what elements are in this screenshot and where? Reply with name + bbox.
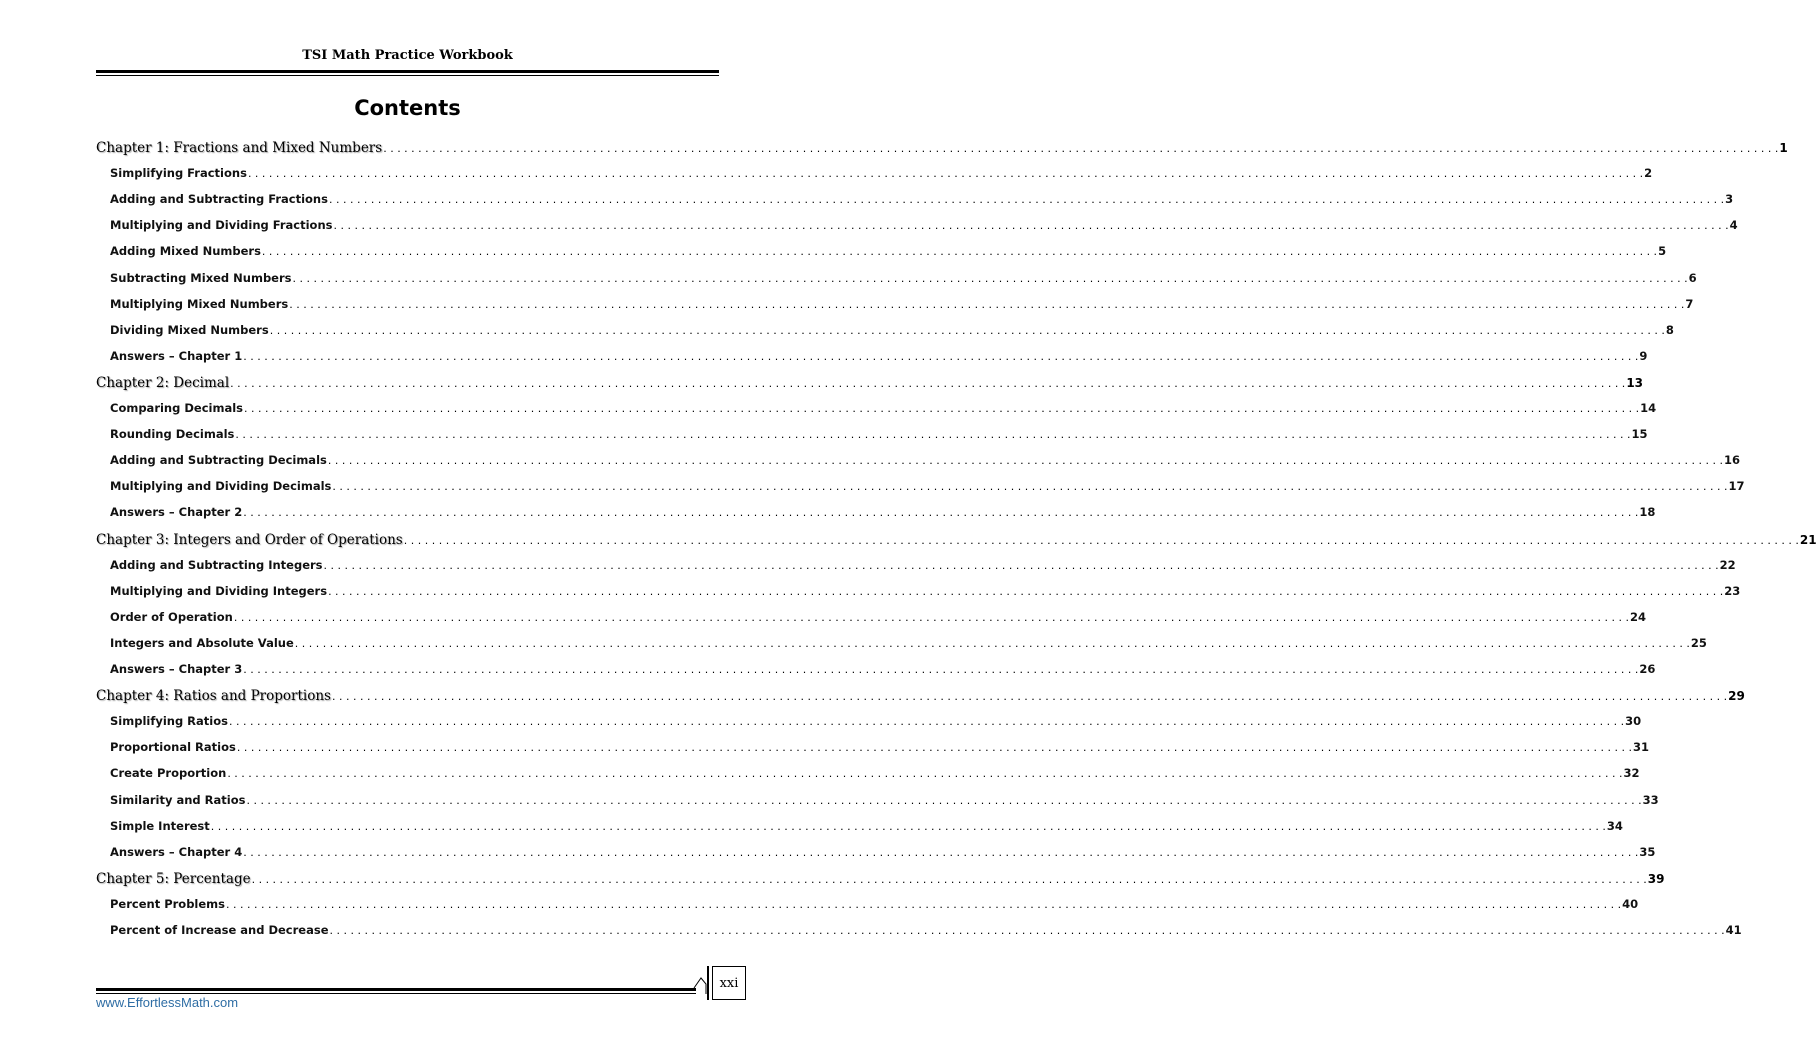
toc-chapter-entry[interactable] <box>96 374 1644 391</box>
toc-section-entry[interactable] <box>96 505 1656 520</box>
toc-dot-leader: . . . . . . . . . . . . . . . . . . . . . . . . . . . . . . . . . . . . . . . . . . . . . . . . . . . . . . . . . . . . . . . . . . . . . . . . . . . . . . . . . . . . . . . . . . . . . . . . . . . . . . . . . . . . . . . . . . . . . . . . . . . . . . . . . . . . . . . . . . . . . . . . . . . . . . . . . . . . . . . . . . . . . . . . . . . . . . . . . . . . . . . . . . . . . . . . . . . . . . . . <box>226 897 1622 911</box>
toc-entry-label: Answers – Chapter 1 <box>110 348 243 363</box>
toc-dot-leader: . . . . . . . . . . . . . . . . . . . . . . . . . . . . . . . . . . . . . . . . . . . . . . . . . . . . . . . . . . . . . . . . . . . . . . . . . . . . . . . . . . . . . . . . . . . . . . . . . . . . . . . . . . . . . . . . . . . . . . . . . . . . . . . . . . . . . . . . . . . . . . . . . . . . . . . . . . . . . . . . . . . . . . . . . . . . . . . . . . . . . . . . . . . . . . . . . . . . . . . . <box>235 428 1631 442</box>
toc-entry-label: Simplifying Ratios <box>110 714 228 729</box>
toc-entry-label: Multiplying and Dividing Decimals <box>110 479 332 494</box>
toc-entry-label: Comparing Decimals <box>110 401 243 415</box>
toc-entry-label: Order of Operation <box>110 609 233 624</box>
toc-entry-page-number: 26 <box>1639 662 1656 676</box>
toc-dot-leader: . . . . . . . . . . . . . . . . . . . . . . . . . . . . . . . . . . . . . . . . . . . . . . . . . . . . . . . . . . . . . . . . . . . . . . . . . . . . . . . . . . . . . . . . . . . . . . . . . . . . . . . . . . . . . . . . . . . . . . . . . . . . . . . . . . . . . . . . . . . . . . . . . . . . . . . . . . . . . . . . . . . . . . . . . . . . . . . . . . . . . . . . . . . . . . . . . . . . . . . . <box>289 297 1685 311</box>
toc-entry-label: Subtracting Mixed Numbers <box>110 270 292 285</box>
toc-section-entry[interactable] <box>96 766 1640 781</box>
toc-dot-leader: . . . . . . . . . . . . . . . . . . . . . . . . . . . . . . . . . . . . . . . . . . . . . . . . . . . . . . . . . . . . . . . . . . . . . . . . . . . . . . . . . . . . . . . . . . . . . . . . . . . . . . . . . . . . . . . . . . . . . . . . . . . . . . . . . . . . . . . . . . . . . . . . . . . . . . . . . . . . . . . . . . . . . . . . . . . . . . . . . . . . . . . . . . . . . . . . . . . . . . . . <box>269 323 1665 337</box>
toc-dot-leader: . . . . . . . . . . . . . . . . . . . . . . . . . . . . . . . . . . . . . . . . . . . . . . . . . . . . . . . . . . . . . . . . . . . . . . . . . . . . . . . . . . . . . . . . . . . . . . . . . . . . . . . . . . . . . . . . . . . . . . . . . . . . . . . . . . . . . . . . . . . . . . . . . . . . . . . . . . . . . . . . . . . . . . . . . . . . . . . . . . . . . . . . . . . . . . . . . . . . . . . . <box>243 845 1639 859</box>
toc-section-entry[interactable] <box>96 896 1639 911</box>
toc-entry-page-number: 7 <box>1685 296 1694 311</box>
toc-entry-page-number: 32 <box>1623 766 1640 781</box>
toc-entry-label: Dividing Mixed Numbers <box>110 322 269 337</box>
toc-entry-page-number: 15 <box>1631 427 1648 442</box>
toc-title: Contents <box>354 96 461 120</box>
toc-section-entry[interactable] <box>96 192 1734 207</box>
toc-entry-page-number: 21 <box>1799 532 1817 547</box>
toc-dot-leader: . . . . . . . . . . . . . . . . . . . . . . . . . . . . . . . . . . . . . . . . . . . . . . . . . . . . . . . . . . . . . . . . . . . . . . . . . . . . . . . . . . . . . . . . . . . . . . . . . . . . . . . . . . . . . . . . . . . . . . . . . . . . . . . . . . . . . . . . . . . . . . . . . . . . . . . . . . . . . . . . . . . . . . . . . . . . . . . . . . . . . . . . . . . . . . . . . . . . . . . . <box>383 142 1779 155</box>
toc-dot-leader: . . . . . . . . . . . . . . . . . . . . . . . . . . . . . . . . . . . . . . . . . . . . . . . . . . . . . . . . . . . . . . . . . . . . . . . . . . . . . . . . . . . . . . . . . . . . . . . . . . . . . . . . . . . . . . . . . . . . . . . . . . . . . . . . . . . . . . . . . . . . . . . . . . . . . . . . . . . . . . . . . . . . . . . . . . . . . . . . . . . . . . . . . . . . . . . . . . . . . . . . <box>210 819 1606 833</box>
toc-entry-label: Similarity and Ratios <box>110 792 246 807</box>
toc-section-entry[interactable] <box>96 348 1648 363</box>
toc-entry-label: Multiplying and Dividing Integers <box>110 583 328 598</box>
toc-section-entry[interactable] <box>96 714 1642 729</box>
toc-entry-label: Answers – Chapter 2 <box>110 505 243 520</box>
toc-dot-leader: . . . . . . . . . . . . . . . . . . . . . . . . . . . . . . . . . . . . . . . . . . . . . . . . . . . . . . . . . . . . . . . . . . . . . . . . . . . . . . . . . . . . . . . . . . . . . . . . . . . . . . . . . . . . . . . . . . . . . . . . . . . . . . . . . . . . . . . . . . . . . . . . . . . . . . . . . . . . . . . . . . . . . . . . . . . . . . . . . . . . . . . . . . . . . . . . . . . . . . . . <box>331 690 1728 704</box>
toc-dot-leader: . . . . . . . . . . . . . . . . . . . . . . . . . . . . . . . . . . . . . . . . . . . . . . . . . . . . . . . . . . . . . . . . . . . . . . . . . . . . . . . . . . . . . . . . . . . . . . . . . . . . . . . . . . . . . . . . . . . . . . . . . . . . . . . . . . . . . . . . . . . . . . . . . . . . . . . . . . . . . . . . . . . . . . . . . . . . . . . . . . . . . . . . . . . . . . . . . . . . . . . . <box>332 480 1728 494</box>
toc-entry-page-number: 34 <box>1606 818 1623 833</box>
toc-dot-leader: . . . . . . . . . . . . . . . . . . . . . . . . . . . . . . . . . . . . . . . . . . . . . . . . . . . . . . . . . . . . . . . . . . . . . . . . . . . . . . . . . . . . . . . . . . . . . . . . . . . . . . . . . . . . . . . . . . . . . . . . . . . . . . . . . . . . . . . . . . . . . . . . . . . . . . . . . . . . . . . . . . . . . . . . . . . . . . . . . . . . . . . . . . . . . . . . . . . . . . . . <box>227 767 1623 781</box>
toc-dot-leader: . . . . . . . . . . . . . . . . . . . . . . . . . . . . . . . . . . . . . . . . . . . . . . . . . . . . . . . . . . . . . . . . . . . . . . . . . . . . . . . . . . . . . . . . . . . . . . . . . . . . . . . . . . . . . . . . . . . . . . . . . . . . . . . . . . . . . . . . . . . . . . . . . . . . . . . . . . . . . . . . . . . . . . . . . . . . . . . . . . . . . . . . . . . . . . . . . . . . . . . . <box>230 376 1626 390</box>
toc-section-entry[interactable] <box>96 923 1742 937</box>
toc-entry-label: Chapter 3: Integers and Order of Operations <box>96 531 403 548</box>
toc-entry-page-number: 9 <box>1639 348 1648 363</box>
header-rule-thin <box>96 75 719 76</box>
toc-entry-label: Chapter 2: Decimal <box>96 374 230 391</box>
toc-entry-label: Create Proportion <box>110 766 227 781</box>
toc-entry-page-number: 16 <box>1724 453 1741 468</box>
toc-dot-leader: . . . . . . . . . . . . . . . . . . . . . . . . . . . . . . . . . . . . . . . . . . . . . . . . . . . . . . . . . . . . . . . . . . . . . . . . . . . . . . . . . . . . . . . . . . . . . . . . . . . . . . . . . . . . . . . . . . . . . . . . . . . . . . . . . . . . . . . . . . . . . . . . . . . . . . . . . . . . . . . . . . . . . . . . . . . . . . . . . . . . . . . . . . . . . . . . . . . . . . . . <box>244 402 1640 415</box>
toc-entry-label: Adding and Subtracting Integers <box>110 557 323 572</box>
toc-dot-leader: . . . . . . . . . . . . . . . . . . . . . . . . . . . . . . . . . . . . . . . . . . . . . . . . . . . . . . . . . . . . . . . . . . . . . . . . . . . . . . . . . . . . . . . . . . . . . . . . . . . . . . . . . . . . . . . . . . . . . . . . . . . . . . . . . . . . . . . . . . . . . . . . . . . . . . . . . . . . . . . . . . . . . . . . . . . . . . . . . . . . . . . . . . . . . . . . . . . . . . . . <box>233 610 1629 624</box>
toc-dot-leader: . . . . . . . . . . . . . . . . . . . . . . . . . . . . . . . . . . . . . . . . . . . . . . . . . . . . . . . . . . . . . . . . . . . . . . . . . . . . . . . . . . . . . . . . . . . . . . . . . . . . . . . . . . . . . . . . . . . . . . . . . . . . . . . . . . . . . . . . . . . . . . . . . . . . . . . . . . . . . . . . . . . . . . . . . . . . . . . . . . . . . . . . . . . . . . . . . . . . . . . . <box>246 793 1642 807</box>
toc-chapter-entry[interactable] <box>96 870 1665 887</box>
toc-entry-page-number: 39 <box>1647 871 1665 886</box>
toc-entry-page-number: 22 <box>1719 557 1736 572</box>
toc-dot-leader: . . . . . . . . . . . . . . . . . . . . . . . . . . . . . . . . . . . . . . . . . . . . . . . . . . . . . . . . . . . . . . . . . . . . . . . . . . . . . . . . . . . . . . . . . . . . . . . . . . . . . . . . . . . . . . . . . . . . . . . . . . . . . . . . . . . . . . . . . . . . . . . . . . . . . . . . . . . . . . . . . . . . . . . . . . . . . . . . . . . . . . . . . . . . . . . . . . . . . . . . <box>251 872 1647 886</box>
toc-dot-leader: . . . . . . . . . . . . . . . . . . . . . . . . . . . . . . . . . . . . . . . . . . . . . . . . . . . . . . . . . . . . . . . . . . . . . . . . . . . . . . . . . . . . . . . . . . . . . . . . . . . . . . . . . . . . . . . . . . . . . . . . . . . . . . . . . . . . . . . . . . . . . . . . . . . . . . . . . . . . . . . . . . . . . . . . . . . . . . . . . . . . . . . . . . . . . . . . . . . . . . . . <box>333 219 1729 233</box>
toc-entry-page-number: 24 <box>1629 609 1646 624</box>
footer-corner-mark <box>694 966 708 996</box>
toc-entry-label: Adding and Subtracting Fractions <box>110 192 328 207</box>
toc-section-entry[interactable] <box>96 662 1656 676</box>
toc-entry-page-number: 17 <box>1728 479 1745 494</box>
toc-entry-page-number: 8 <box>1665 322 1674 337</box>
toc-entry-label: Answers – Chapter 3 <box>110 662 243 676</box>
toc-dot-leader: . . . . . . . . . . . . . . . . . . . . . . . . . . . . . . . . . . . . . . . . . . . . . . . . . . . . . . . . . . . . . . . . . . . . . . . . . . . . . . . . . . . . . . . . . . . . . . . . . . . . . . . . . . . . . . . . . . . . . . . . . . . . . . . . . . . . . . . . . . . . . . . . . . . . . . . . . . . . . . . . . . . . . . . . . . . . . . . . . . . . . . . . . . . . . . . . . . . . . . . . <box>236 741 1632 755</box>
toc-chapter-entry[interactable] <box>96 140 1788 156</box>
toc-section-entry[interactable] <box>96 453 1741 468</box>
toc-entry-page-number: 3 <box>1725 192 1734 207</box>
toc-section-entry[interactable] <box>96 818 1623 833</box>
toc-dot-leader: . . . . . . . . . . . . . . . . . . . . . . . . . . . . . . . . . . . . . . . . . . . . . . . . . . . . . . . . . . . . . . . . . . . . . . . . . . . . . . . . . . . . . . . . . . . . . . . . . . . . . . . . . . . . . . . . . . . . . . . . . . . . . . . . . . . . . . . . . . . . . . . . . . . . . . . . . . . . . . . . . . . . . . . . . . . . . . . . . . . . . . . . . . . . . . . . . . . . . . . . <box>294 636 1690 650</box>
toc-entry-label: Multiplying and Dividing Fractions <box>110 218 333 233</box>
toc-entry-page-number: 25 <box>1690 635 1707 650</box>
toc-section-entry[interactable] <box>96 844 1656 859</box>
page-number-bar <box>707 966 709 1000</box>
toc-entry-page-number: 5 <box>1658 244 1667 259</box>
toc-section-entry[interactable] <box>96 244 1667 259</box>
toc-dot-leader: . . . . . . . . . . . . . . . . . . . . . . . . . . . . . . . . . . . . . . . . . . . . . . . . . . . . . . . . . . . . . . . . . . . . . . . . . . . . . . . . . . . . . . . . . . . . . . . . . . . . . . . . . . . . . . . . . . . . . . . . . . . . . . . . . . . . . . . . . . . . . . . . . . . . . . . . . . . . . . . . . . . . . . . . . . . . . . . . . . . . . . . . . . . . . . . . . . . . . . . . <box>292 271 1688 285</box>
toc-entry-label: Adding and Subtracting Decimals <box>110 453 327 468</box>
toc-entry-label: Simple Interest <box>110 818 210 833</box>
header-rule <box>96 70 719 73</box>
toc-dot-leader: . . . . . . . . . . . . . . . . . . . . . . . . . . . . . . . . . . . . . . . . . . . . . . . . . . . . . . . . . . . . . . . . . . . . . . . . . . . . . . . . . . . . . . . . . . . . . . . . . . . . . . . . . . . . . . . . . . . . . . . . . . . . . . . . . . . . . . . . . . . . . . . . . . . . . . . . . . . . . . . . . . . . . . . . . . . . . . . . . . . . . . . . . . . . . . . . . . . . . . . . <box>329 924 1725 937</box>
toc-section-entry[interactable] <box>96 401 1657 415</box>
toc-entry-label: Chapter 4: Ratios and Proportions <box>96 688 331 705</box>
toc-entry-label: Percent of Increase and Decrease <box>110 923 329 937</box>
toc-entry-page-number: 14 <box>1640 401 1657 415</box>
toc-chapter-entry[interactable] <box>96 531 1817 548</box>
toc-entry-page-number: 1 <box>1779 141 1788 155</box>
toc-chapter-entry[interactable] <box>96 688 1745 705</box>
toc-entry-page-number: 18 <box>1639 505 1656 520</box>
toc-section-entry[interactable] <box>96 270 1697 285</box>
toc-section-entry[interactable] <box>96 609 1646 624</box>
toc-dot-leader: . . . . . . . . . . . . . . . . . . . . . . . . . . . . . . . . . . . . . . . . . . . . . . . . . . . . . . . . . . . . . . . . . . . . . . . . . . . . . . . . . . . . . . . . . . . . . . . . . . . . . . . . . . . . . . . . . . . . . . . . . . . . . . . . . . . . . . . . . . . . . . . . . . . . . . . . . . . . . . . . . . . . . . . . . . . . . . . . . . . . . . . . . . . . . . . . . . . . . . . . <box>243 506 1639 520</box>
page-number: xxi <box>712 966 746 1000</box>
toc-entry-page-number: 4 <box>1729 218 1738 233</box>
toc-entry-label: Multiplying Mixed Numbers <box>110 296 289 311</box>
footer-rule-thin <box>96 993 696 994</box>
toc-entry-label: Integers and Absolute Value <box>110 635 294 650</box>
toc-dot-leader: . . . . . . . . . . . . . . . . . . . . . . . . . . . . . . . . . . . . . . . . . . . . . . . . . . . . . . . . . . . . . . . . . . . . . . . . . . . . . . . . . . . . . . . . . . . . . . . . . . . . . . . . . . . . . . . . . . . . . . . . . . . . . . . . . . . . . . . . . . . . . . . . . . . . . . . . . . . . . . . . . . . . . . . . . . . . . . . . . . . . . . . . . . . . . . . . . . . . . . . . <box>247 167 1644 181</box>
toc-entry-page-number: 30 <box>1625 714 1642 729</box>
toc-section-entry[interactable] <box>96 635 1707 650</box>
toc-dot-leader: . . . . . . . . . . . . . . . . . . . . . . . . . . . . . . . . . . . . . . . . . . . . . . . . . . . . . . . . . . . . . . . . . . . . . . . . . . . . . . . . . . . . . . . . . . . . . . . . . . . . . . . . . . . . . . . . . . . . . . . . . . . . . . . . . . . . . . . . . . . . . . . . . . . . . . . . . . . . . . . . . . . . . . . . . . . . . . . . . . . . . . . . . . . . . . . . . . . . . . . . <box>243 663 1639 676</box>
toc-section-entry[interactable] <box>96 479 1745 494</box>
toc-section-entry[interactable] <box>96 583 1741 598</box>
footer-rule <box>96 988 696 991</box>
toc-entry-page-number: 29 <box>1728 689 1745 704</box>
toc-entry-page-number: 41 <box>1725 923 1742 937</box>
toc-dot-leader: . . . . . . . . . . . . . . . . . . . . . . . . . . . . . . . . . . . . . . . . . . . . . . . . . . . . . . . . . . . . . . . . . . . . . . . . . . . . . . . . . . . . . . . . . . . . . . . . . . . . . . . . . . . . . . . . . . . . . . . . . . . . . . . . . . . . . . . . . . . . . . . . . . . . . . . . . . . . . . . . . . . . . . . . . . . . . . . . . . . . . . . . . . . . . . . . . . . . . . . . <box>243 349 1639 363</box>
toc-entry-page-number: 2 <box>1644 166 1653 181</box>
toc-entry-page-number: 35 <box>1639 844 1656 859</box>
toc-entry-page-number: 31 <box>1632 740 1649 755</box>
toc-entry-label: Answers – Chapter 4 <box>110 844 243 859</box>
toc-dot-leader: . . . . . . . . . . . . . . . . . . . . . . . . . . . . . . . . . . . . . . . . . . . . . . . . . . . . . . . . . . . . . . . . . . . . . . . . . . . . . . . . . . . . . . . . . . . . . . . . . . . . . . . . . . . . . . . . . . . . . . . . . . . . . . . . . . . . . . . . . . . . . . . . . . . . . . . . . . . . . . . . . . . . . . . . . . . . . . . . . . . . . . . . . . . . . . . . . . . . . . . . <box>328 193 1725 207</box>
toc-entry-page-number: 40 <box>1622 896 1639 911</box>
toc-dot-leader: . . . . . . . . . . . . . . . . . . . . . . . . . . . . . . . . . . . . . . . . . . . . . . . . . . . . . . . . . . . . . . . . . . . . . . . . . . . . . . . . . . . . . . . . . . . . . . . . . . . . . . . . . . . . . . . . . . . . . . . . . . . . . . . . . . . . . . . . . . . . . . . . . . . . . . . . . . . . . . . . . . . . . . . . . . . . . . . . . . . . . . . . . . . . . . . . . . . . . . . . <box>327 454 1723 468</box>
toc-entry-label: Chapter 5: Percentage <box>96 870 251 887</box>
toc-entry-label: Proportional Ratios <box>110 740 236 755</box>
running-header: TSI Math Practice Workbook <box>302 48 513 63</box>
toc-dot-leader: . . . . . . . . . . . . . . . . . . . . . . . . . . . . . . . . . . . . . . . . . . . . . . . . . . . . . . . . . . . . . . . . . . . . . . . . . . . . . . . . . . . . . . . . . . . . . . . . . . . . . . . . . . . . . . . . . . . . . . . . . . . . . . . . . . . . . . . . . . . . . . . . . . . . . . . . . . . . . . . . . . . . . . . . . . . . . . . . . . . . . . . . . . . . . . . . . . . . . . . . <box>323 558 1719 572</box>
toc-entry-page-number: 6 <box>1688 270 1697 285</box>
toc-section-entry[interactable] <box>96 427 1648 442</box>
toc-entry-page-number: 33 <box>1642 792 1659 807</box>
toc-section-entry[interactable] <box>96 296 1694 311</box>
toc-entry-page-number: 13 <box>1626 375 1644 390</box>
toc-entry-label: Chapter 1: Fractions and Mixed Numbers <box>96 140 383 156</box>
toc-section-entry[interactable] <box>96 322 1674 337</box>
footer-url-link[interactable]: www.EffortlessMath.com <box>96 995 239 1010</box>
toc-entry-page-number: 23 <box>1724 583 1741 598</box>
toc-dot-leader: . . . . . . . . . . . . . . . . . . . . . . . . . . . . . . . . . . . . . . . . . . . . . . . . . . . . . . . . . . . . . . . . . . . . . . . . . . . . . . . . . . . . . . . . . . . . . . . . . . . . . . . . . . . . . . . . . . . . . . . . . . . . . . . . . . . . . . . . . . . . . . . . . . . . . . . . . . . . . . . . . . . . . . . . . . . . . . . . . . . . . . . . . . . . . . . . . . . . . . . . <box>261 245 1658 259</box>
toc-section-entry[interactable] <box>96 557 1736 572</box>
toc-section-entry[interactable] <box>96 166 1653 181</box>
toc-entry-label: Adding Mixed Numbers <box>110 244 261 259</box>
toc-section-entry[interactable] <box>96 218 1738 233</box>
toc-entry-label: Percent Problems <box>110 896 226 911</box>
toc-entry-label: Rounding Decimals <box>110 427 235 442</box>
toc-entry-label: Simplifying Fractions <box>110 166 247 181</box>
toc-section-entry[interactable] <box>96 740 1649 755</box>
toc-dot-leader: . . . . . . . . . . . . . . . . . . . . . . . . . . . . . . . . . . . . . . . . . . . . . . . . . . . . . . . . . . . . . . . . . . . . . . . . . . . . . . . . . . . . . . . . . . . . . . . . . . . . . . . . . . . . . . . . . . . . . . . . . . . . . . . . . . . . . . . . . . . . . . . . . . . . . . . . . . . . . . . . . . . . . . . . . . . . . . . . . . . . . . . . . . . . . . . . . . . . . . . . <box>403 533 1799 547</box>
toc-dot-leader: . . . . . . . . . . . . . . . . . . . . . . . . . . . . . . . . . . . . . . . . . . . . . . . . . . . . . . . . . . . . . . . . . . . . . . . . . . . . . . . . . . . . . . . . . . . . . . . . . . . . . . . . . . . . . . . . . . . . . . . . . . . . . . . . . . . . . . . . . . . . . . . . . . . . . . . . . . . . . . . . . . . . . . . . . . . . . . . . . . . . . . . . . . . . . . . . . . . . . . . . <box>229 715 1625 729</box>
toc-section-entry[interactable] <box>96 792 1659 807</box>
toc-dot-leader: . . . . . . . . . . . . . . . . . . . . . . . . . . . . . . . . . . . . . . . . . . . . . . . . . . . . . . . . . . . . . . . . . . . . . . . . . . . . . . . . . . . . . . . . . . . . . . . . . . . . . . . . . . . . . . . . . . . . . . . . . . . . . . . . . . . . . . . . . . . . . . . . . . . . . . . . . . . . . . . . . . . . . . . . . . . . . . . . . . . . . . . . . . . . . . . . . . . . . . . . <box>328 584 1724 598</box>
